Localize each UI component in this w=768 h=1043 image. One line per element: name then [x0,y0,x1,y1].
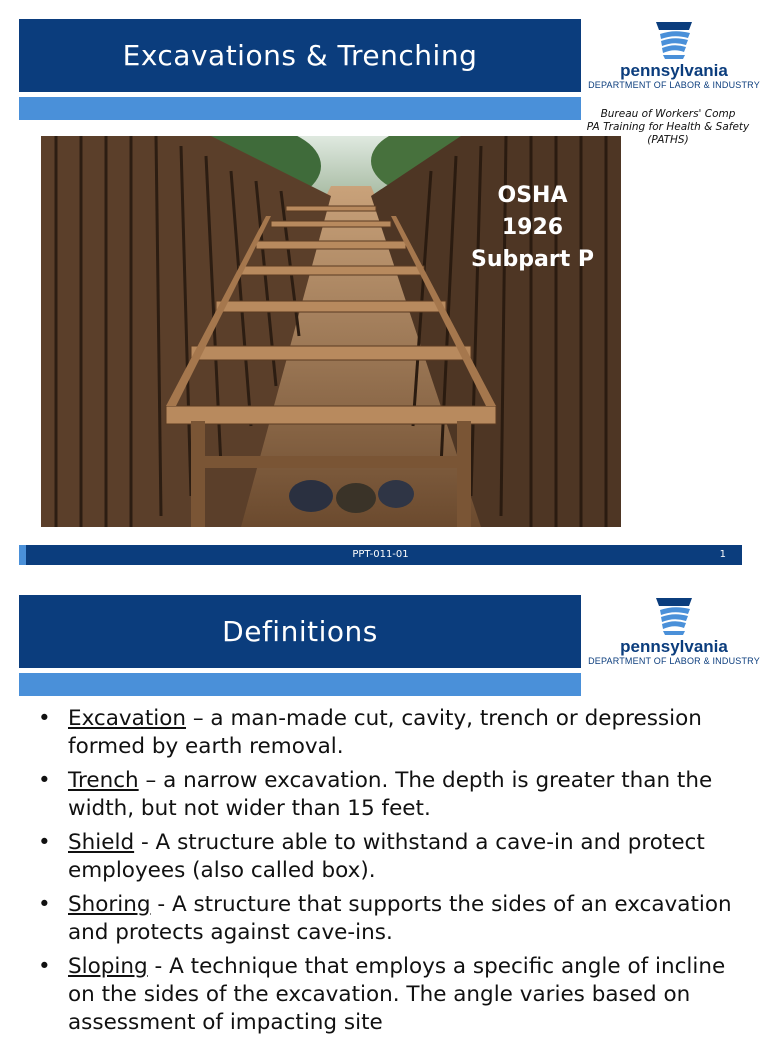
keystone-logo-icon [652,596,696,636]
bullet-icon: • [38,830,51,855]
definition-item [38,767,738,823]
logo-department: DEPARTMENT OF LABOR & INDUSTRY [588,656,760,666]
osha-line-1: OSHA [497,183,568,208]
definition-text: - A structure that supports the sides of an excavation and protects against cave-ins. [68,892,732,945]
logo-wordmark: pennsylvania [620,637,728,656]
definition-item [38,829,738,885]
definition-item [38,953,738,1037]
slide-2-accent-bar [19,673,581,696]
bureau-line-1: Bureau of Workers' Comp [600,108,736,120]
definition-text: – a man-made cut, cavity, trench or depression formed by earth removal. [68,706,702,759]
footer-code: PPT-011-01 [352,549,409,560]
definitions-list [38,705,738,1043]
bureau-line-3: (PATHS) [647,134,689,146]
bureau-line-2: PA Training for Health & Safety [586,121,750,133]
definition-item [38,705,738,761]
slide-1-title: Excavations & Trenching [19,19,581,92]
bullet-icon: • [38,706,51,731]
page-number: 1 [719,549,726,560]
bullet-icon: • [38,954,51,979]
definition-term: Trench [68,768,139,793]
logo-wordmark: pennsylvania [620,61,728,80]
pa-logo-2 [584,596,764,676]
bullet-icon: • [38,768,51,793]
definition-item [38,891,738,947]
slide-2-title: Definitions [19,595,581,668]
bullet-icon: • [38,892,51,917]
osha-line-3: Subpart P [471,247,594,272]
definition-text: – a narrow excavation. The depth is greater than the width, but not wider than 15 feet. [68,768,713,821]
definition-term: Sloping [68,954,148,979]
definition-text: - A structure able to withstand a cave-in and protect employees (also called box). [68,830,705,883]
definition-text: - A technique that employs a specific angle of incline on the sides of the excavation. The angle varies based on assessment of impacting site [68,954,726,1035]
logo-department: DEPARTMENT OF LABOR & INDUSTRY [588,80,760,90]
definition-term: Excavation [68,706,187,731]
definition-term: Shoring [68,892,151,917]
definition-term: Shield [68,830,135,855]
osha-line-2: 1926 [501,215,564,240]
